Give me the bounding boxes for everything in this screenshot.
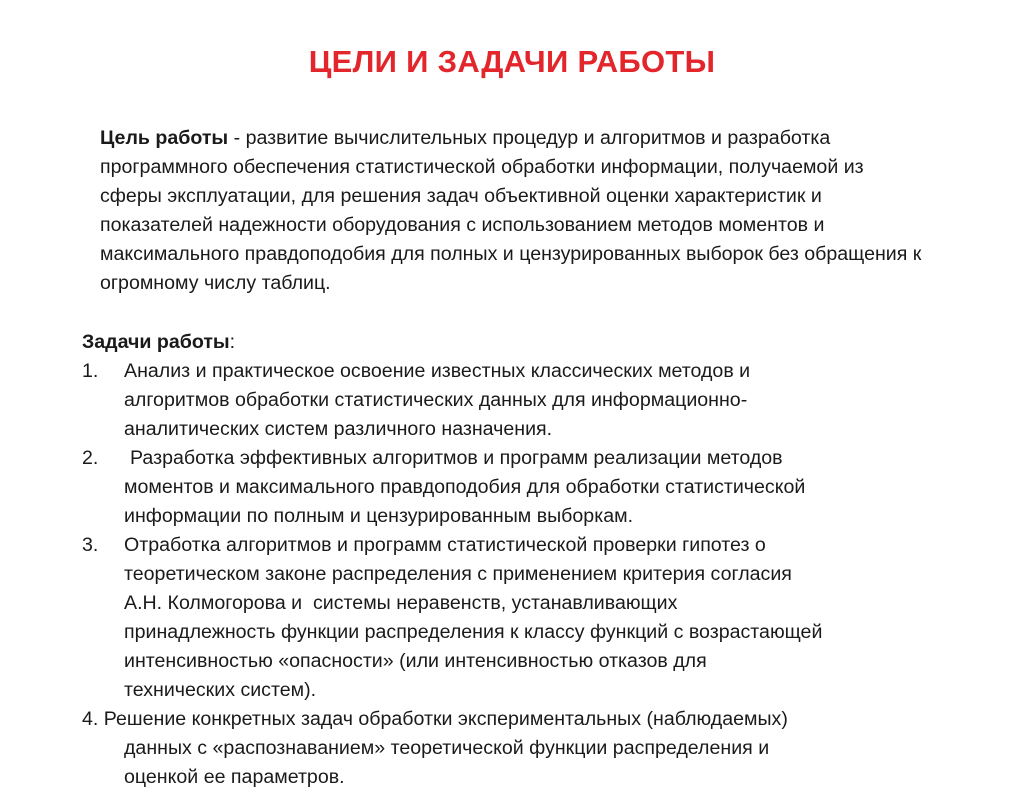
task-2-line-1: Разработка эффективных алгоритмов и программ реализации методов bbox=[130, 447, 783, 469]
task-3-line-4: принадлежность функции распределения к классу функций с возрастающей bbox=[124, 621, 823, 643]
goal-term: Цель работы bbox=[100, 127, 229, 149]
task-text-2 bbox=[82, 444, 952, 531]
task-4-line-1 bbox=[82, 705, 952, 734]
tasks-colon: : bbox=[229, 331, 236, 353]
task-item-1 bbox=[82, 357, 952, 444]
tasks-section bbox=[82, 328, 952, 792]
goal-text: - развитие вычислительных процедур и алгоритмов и разработка программного обеспечения статистической обработки информации, получаемой из сферы эксплуатации, для решения задач объективной оценки характеристик и показателей надежности оборудования с использованием методов моментов и максимального правдоподобия для полных и цензурированных выборок без обращения к огромному числу таблиц. bbox=[100, 127, 922, 294]
task-text-3 bbox=[82, 531, 952, 705]
task-1-line-3: аналитических систем различного назначения. bbox=[124, 418, 553, 440]
task-2-line-2: моментов и максимального правдоподобия для обработки статистической bbox=[124, 476, 806, 498]
task-3-line-1: Отработка алгоритмов и программ статистической проверки гипотез о bbox=[124, 534, 766, 556]
task-4-first-text: Решение конкретных задач обработки экспериментальных (наблюдаемых) bbox=[98, 708, 788, 730]
task-1-line-2: алгоритмов обработки статистических данных для информационно- bbox=[124, 389, 748, 411]
task-text-4 bbox=[82, 734, 952, 792]
tasks-term: Задачи работы bbox=[82, 331, 230, 353]
task-number-2: 2. bbox=[82, 447, 99, 469]
task-number-1: 1. bbox=[82, 360, 99, 382]
task-3-line-5: интенсивностью «опасности» (или интенсивностью отказов для bbox=[124, 650, 707, 672]
task-3-line-3: А.Н. Колмогорова и системы неравенств, устанавливающих bbox=[124, 592, 678, 614]
tasks-heading bbox=[82, 328, 952, 357]
task-4-line-2: данных с «распознаванием» теоретической функции распределения и bbox=[124, 737, 770, 759]
task-item-3 bbox=[82, 531, 952, 705]
task-text-1 bbox=[82, 357, 952, 444]
task-number-3: 3. bbox=[82, 534, 99, 556]
task-item-2 bbox=[82, 444, 952, 531]
task-1-line-1: Анализ и практическое освоение известных классических методов и bbox=[124, 360, 751, 382]
task-number-4: 4. bbox=[82, 708, 99, 730]
task-3-line-6: технических систем). bbox=[124, 679, 317, 701]
task-4-line-3: оценкой ее параметров. bbox=[124, 766, 345, 788]
task-3-line-2: теоретическом законе распределения с применением критерия согласия bbox=[124, 563, 792, 585]
task-2-line-3: информации по полным и цензурированным выборкам. bbox=[124, 505, 634, 527]
slide-title: ЦЕЛИ И ЗАДАЧИ РАБОТЫ bbox=[308, 44, 716, 79]
task-item-4 bbox=[82, 705, 952, 792]
goal-paragraph bbox=[100, 124, 930, 298]
